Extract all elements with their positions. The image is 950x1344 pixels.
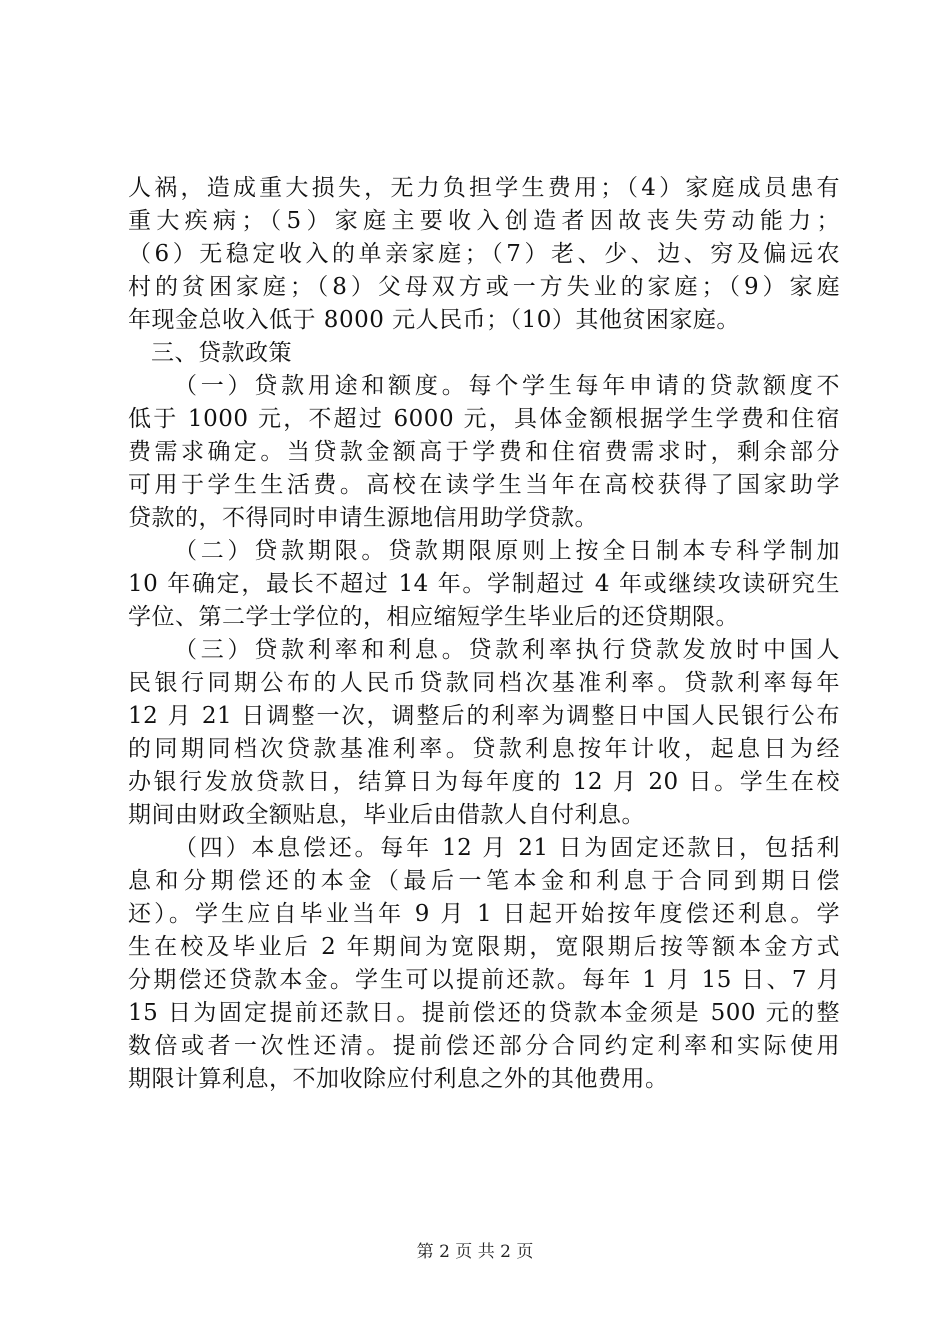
text-line: （二）贷款期限。贷款期限原则上按全日制本专科学制加: [174, 538, 840, 564]
text-line: 生在校及毕业后 2 年期间为宽限期，宽限期后按等额本金方式: [128, 934, 840, 960]
text-line: 期间由财政全额贴息，毕业后由借款人自付利息。: [128, 802, 645, 828]
body-text: [128, 172, 840, 1096]
text-line: 低于 1000 元，不超过 6000 元，具体金额根据学生学费和住宿: [128, 406, 840, 432]
text-line: 期限计算利息，不加收除应付利息之外的其他费用。: [128, 1066, 669, 1092]
text-line: 12 月 21 日调整一次，调整后的利率为调整日中国人民银行公布: [128, 703, 840, 729]
text-line: 办银行发放贷款日，结算日为每年度的 12 月 20 日。学生在校: [128, 769, 840, 795]
section-heading: 三、贷款政策: [151, 340, 292, 366]
text-line: （四）本息偿还。每年 12 月 21 日为固定还款日，包括利: [174, 835, 840, 861]
text-line: 还）。学生应自毕业当年 9 月 1 日起开始按年度偿还利息。学: [128, 901, 840, 927]
text-line: 学位、第二学士学位的，相应缩短学生毕业后的还贷期限。: [128, 604, 739, 630]
text-line: 分期偿还贷款本金。学生可以提前还款。每年 1 月 15 日、7 月: [128, 967, 840, 993]
text-line: （三）贷款利率和利息。贷款利率执行贷款发放时中国人: [174, 637, 840, 663]
text-line: 可用于学生生活费。高校在读学生当年在高校获得了国家助学: [128, 472, 840, 498]
text-line: 年现金总收入低于 8000 元人民币；（10）其他贫困家庭。: [128, 307, 740, 333]
text-line: 民银行同期公布的人民币贷款同档次基准利率。贷款利率每年: [128, 670, 840, 696]
text-line: 费需求确定。当贷款金额高于学费和住宿费需求时，剩余部分: [128, 439, 840, 465]
text-line: 息和分期偿还的本金（最后一笔本金和利息于合同到期日偿: [128, 868, 840, 894]
text-line: 10 年确定，最长不超过 14 年。学制超过 4 年或继续攻读研究生: [128, 571, 840, 597]
text-line: 贷款的，不得同时申请生源地信用助学贷款。: [128, 505, 598, 531]
page-number-footer: 第 2 页 共 2 页: [416, 1242, 534, 1262]
text-line: 的同期同档次贷款基准利率。贷款利息按年计收，起息日为经: [128, 736, 840, 762]
text-line: 15 日为固定提前还款日。提前偿还的贷款本金须是 500 元的整: [128, 1000, 840, 1026]
text-line: （6）无稳定收入的单亲家庭；（7）老、少、边、穷及偏远农: [128, 241, 840, 267]
text-line: 数倍或者一次性还清。提前偿还部分合同约定利率和实际使用: [128, 1033, 840, 1059]
text-line: （一）贷款用途和额度。每个学生每年申请的贷款额度不: [174, 373, 840, 399]
text-line: 人祸，造成重大损失，无力负担学生费用；（4）家庭成员患有: [128, 175, 840, 201]
text-line: 重大疾病；（5）家庭主要收入创造者因故丧失劳动能力；: [128, 208, 840, 234]
text-line: 村的贫困家庭；（8）父母双方或一方失业的家庭；（9）家庭: [128, 274, 840, 300]
